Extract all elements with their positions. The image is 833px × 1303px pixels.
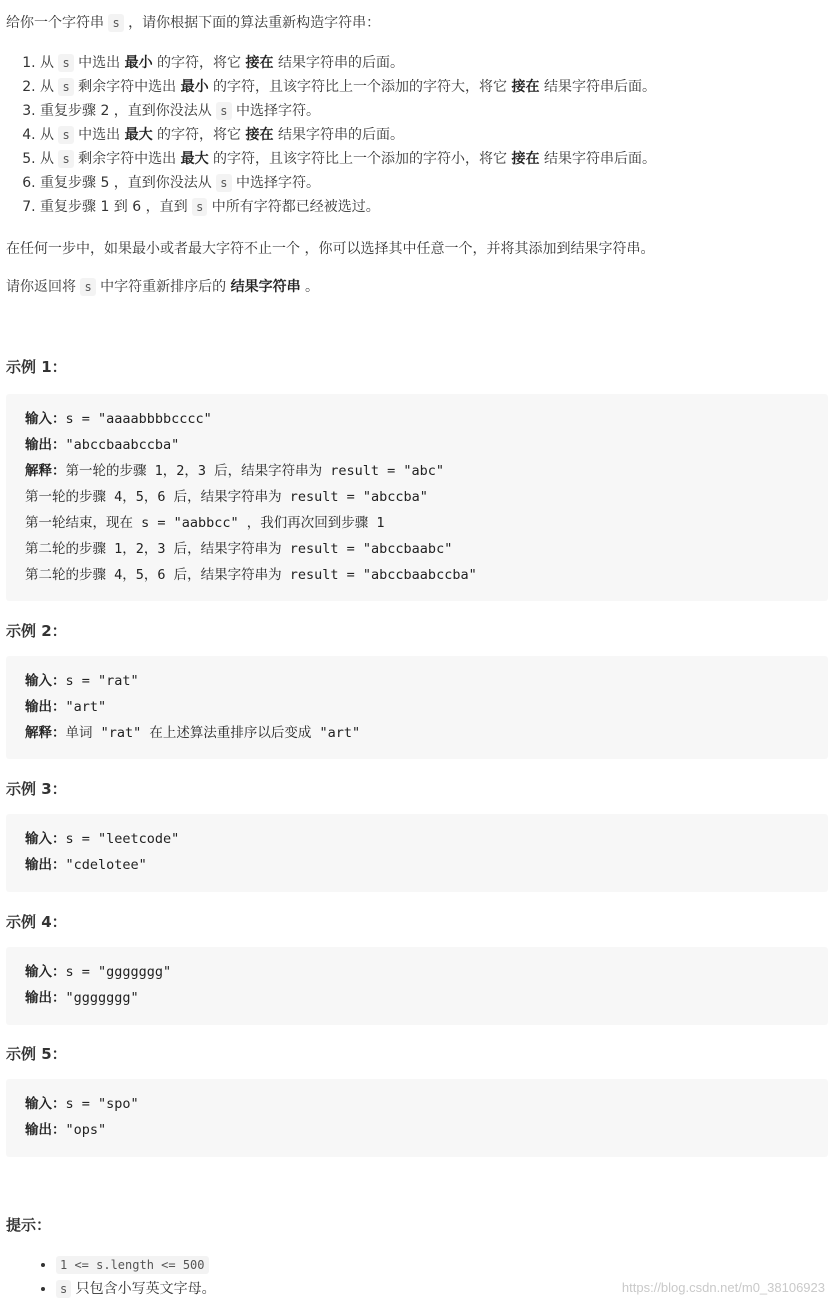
example-4-title: 示例 4： [6,913,67,931]
step-item: 3. 重复步骤 2 ，直到你没法从 s 中选择字符。 [40,99,656,123]
hint-item: • 1 <= s.length <= 500 [56,1253,216,1277]
example-1-block: 输入：s = "aaaabbbbcccc" 输出："abccbaabccba" 解释：第一轮的步骤 1，2，3 后，结果字符串为 result = "abc" 第一轮的步骤 4，5，6 后，结果字符串为 result = "abccba" 第一轮结束，现在 s = "aabbcc" ，我们再次回到步骤 1 第二轮的步骤 1，2，3 后，结果字符串为 result = "abccbaabc" 第二轮的步骤 4，5，6 后，结果字符串为 result = "abccbaabccba" [6,394,828,601]
step-item: 7. 重复步骤 1 到 6 ，直到 s 中所有字符都已经被选过。 [40,195,656,219]
watermark: https://blog.csdn.net/m0_38106923 [621,1280,825,1295]
example-3-title: 示例 3： [6,780,67,798]
example-5-title: 示例 5： [6,1045,67,1063]
example-4-block: 输入：s = "ggggggg" 输出："ggggggg" [6,947,828,1025]
example-2-block: 输入：s = "rat" 输出："art" 解释：单词 "rat" 在上述算法重排序以后变成 "art" [6,656,828,759]
example-3-block: 输入：s = "leetcode" 输出："cdelotee" [6,814,828,892]
example-2-title: 示例 2： [6,622,67,640]
return-text: 请你返回将 s 中字符重新排序后的 结果字符串 。 [6,279,320,295]
step-item: 5. 从 s 剩余字符中选出 最大 的字符，且该字符比上一个添加的字符小，将它 接在 结果字符串后面。 [40,147,656,171]
hint-item: • s 只包含小写英文字母。 [56,1277,216,1301]
example-5-block: 输入：s = "spo" 输出："ops" [6,1079,828,1157]
example-1-title: 示例 1： [6,358,67,376]
intro-text: 给你一个字符串 s ，请你根据下面的算法重新构造字符串： [6,15,381,31]
hints-list [36,1253,216,1301]
step-item: 4. 从 s 中选出 最大 的字符，将它 接在 结果字符串的后面。 [40,123,656,147]
algorithm-steps [18,51,656,219]
step-item: 6. 重复步骤 5 ，直到你没法从 s 中选择字符。 [40,171,656,195]
hints-title: 提示： [6,1216,52,1234]
inline-code: s [108,14,123,32]
note-text: 在任何一步中，如果最小或者最大字符不止一个 ，你可以选择其中任意一个，并将其添加到结果字符串。 [6,241,655,257]
step-item: 2. 从 s 剩余字符中选出 最小 的字符，且该字符比上一个添加的字符大，将它 接在 结果字符串后面。 [40,75,656,99]
step-item: 1. 从 s 中选出 最小 的字符，将它 接在 结果字符串的后面。 [40,51,656,75]
